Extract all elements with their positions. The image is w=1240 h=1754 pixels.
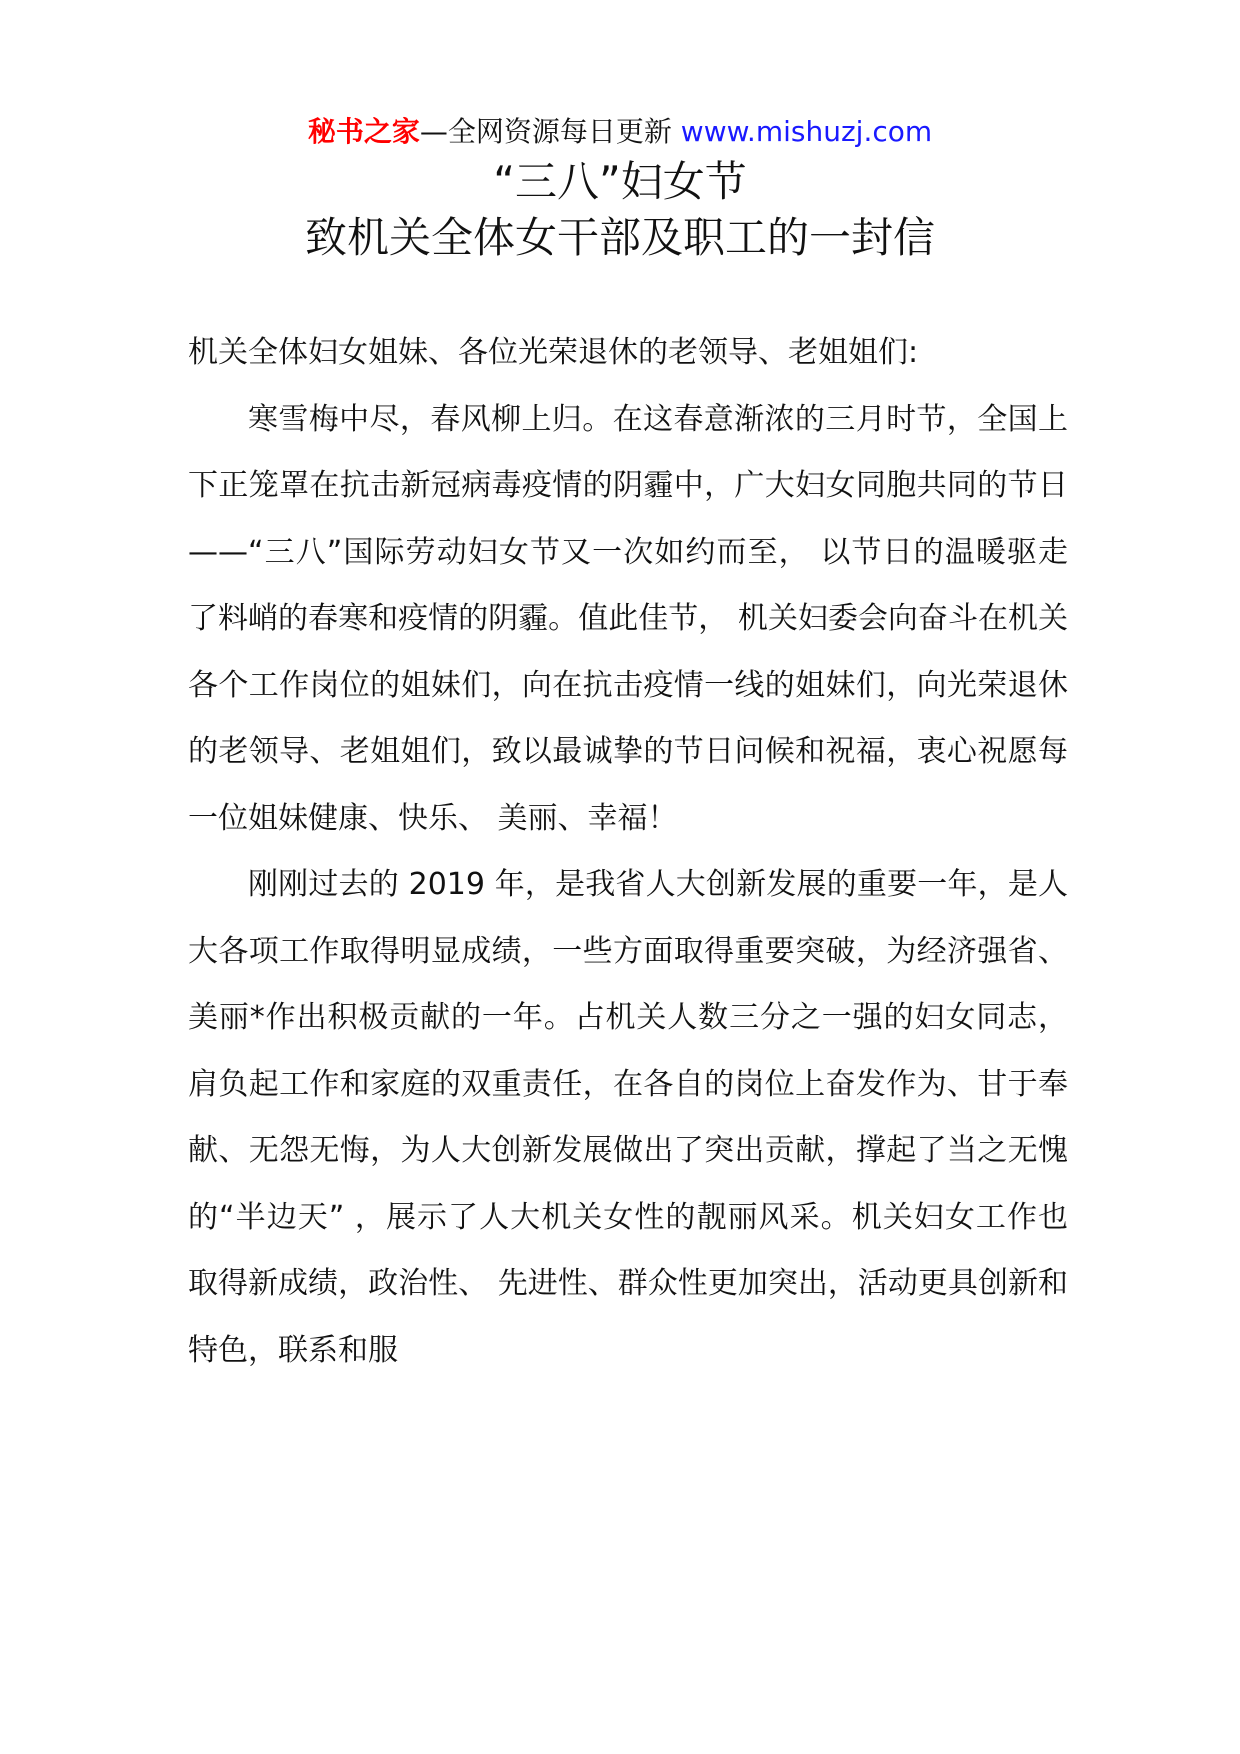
document-title-line-1: “三八”妇女节	[493, 157, 747, 206]
letter-body	[188, 320, 1068, 1384]
letter-salutation: 机关全体妇女姐妹、各位光荣退休的老领导、老姐姐们:	[188, 335, 919, 370]
site-tagline: —全网资源每日更新	[419, 115, 672, 148]
site-url-link[interactable]: www.mishuzj.com	[680, 115, 933, 148]
site-brand: 秘书之家	[307, 115, 420, 148]
document-title-line-2: 致机关全体女干部及职工的一封信	[304, 213, 935, 262]
letter-paragraph: 寒雪梅中尽，春风柳上归。在这春意渐浓的三月时节，全国上下正笼罩在抗击新冠病毒疫情的阴霾中，广大妇女同胞共同的节日——“三八”国际劳动妇女节又一次如约而至， 以节日的温暖驱走了料峭的春寒和疫情的阴霾。值此佳节， 机关妇委会向奋斗在机关各个工作岗位的姐妹们，向在抗击疫情一线的姐妹们，向光荣退休的老领导、老姐姐们，致以最诚挚的节日问候和祝福，衷心祝愿每一位姐妹健康、快乐、 美丽、幸福！	[188, 401, 1068, 836]
site-header	[0, 112, 1240, 152]
letter-paragraph: 刚刚过去的 2019 年，是我省人大创新发展的重要一年，是人大各项工作取得明显成绩，一些方面取得重要突破，为经济强省、美丽*作出积极贡献的一年。占机关人数三分之一强的妇女同志，肩负起工作和家庭的双重责任，在各自的岗位上奋发作为、甘于奉献、无怨无悔，为人大创新发展做出了突出贡献，撑起了当之无愧的“半边天” ，展示了人大机关女性的靓丽风采。机关妇女工作也取得新成绩，政治性、 先进性、群众性更加突出，活动更具创新和特色，联系和服	[188, 867, 1068, 1368]
